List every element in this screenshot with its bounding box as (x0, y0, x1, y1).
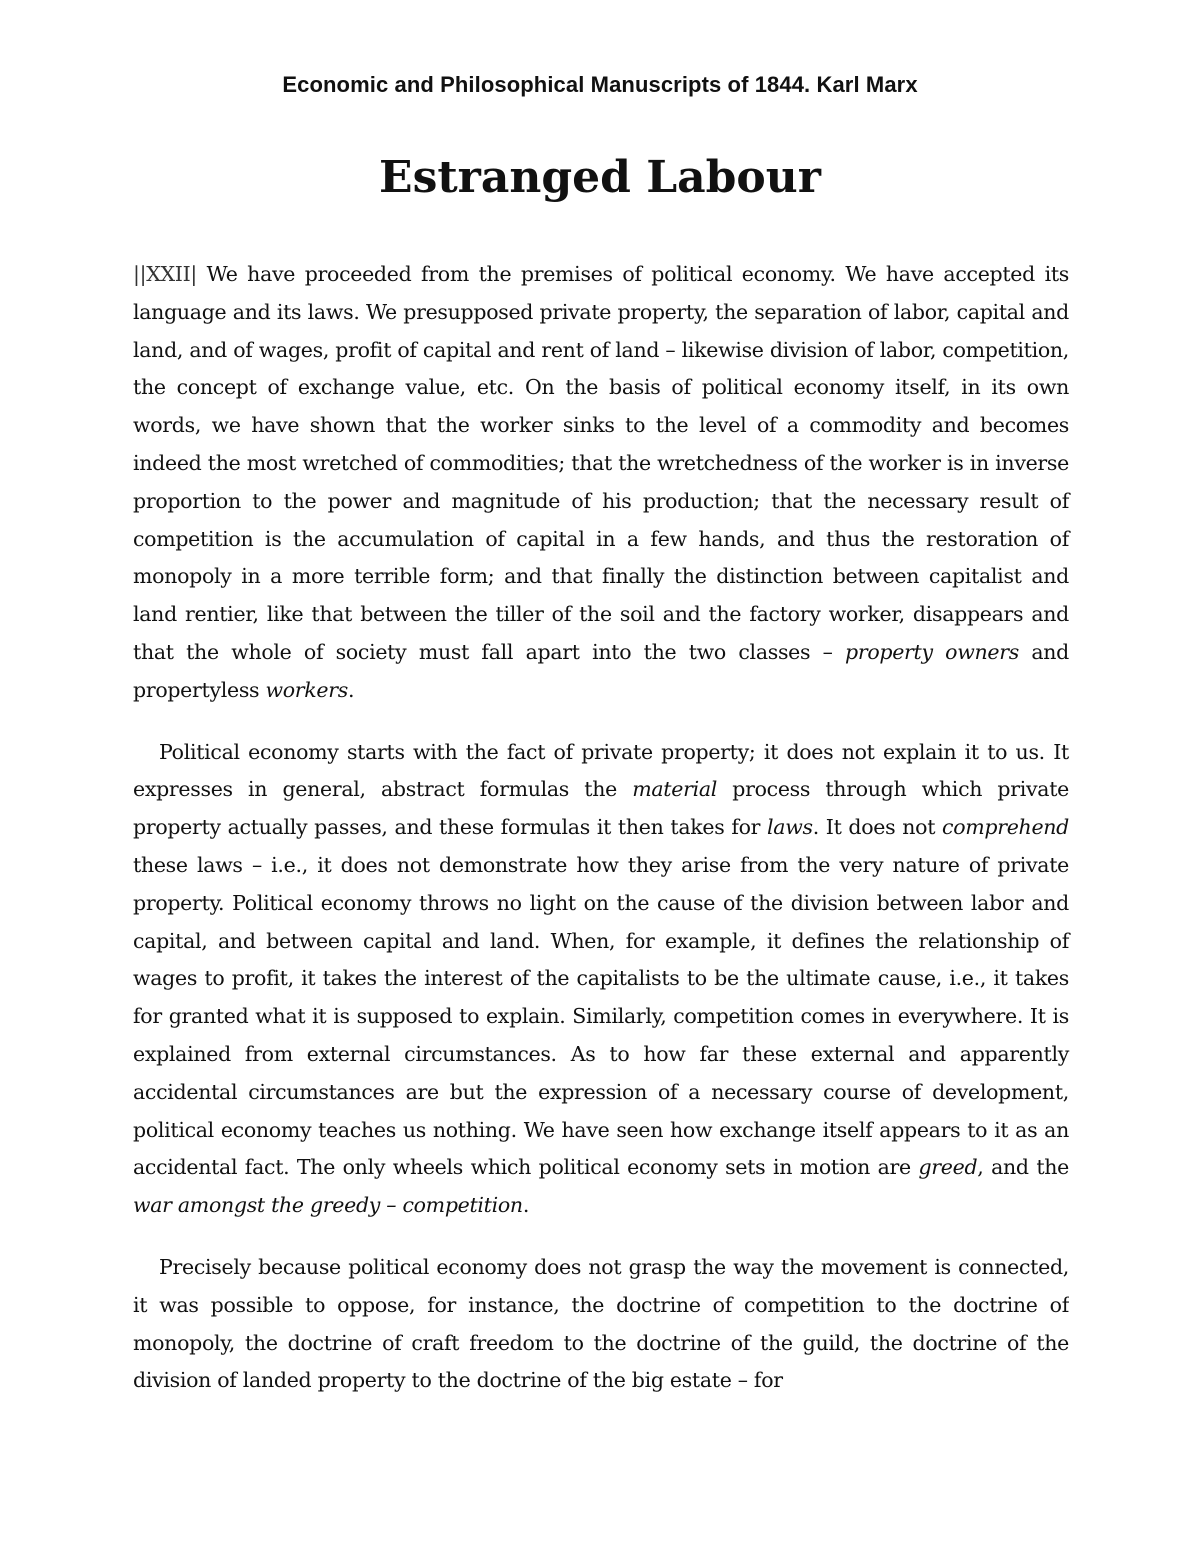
paragraph-1-text-b: and propertyless (133, 639, 1070, 702)
paragraph-1 (133, 256, 1069, 710)
emphasis-war-amongst-the-greedy: war amongst the greedy – competition (133, 1193, 523, 1218)
paragraph-2 (133, 734, 1069, 1225)
paragraph-2-text-f: . (522, 1193, 530, 1218)
paragraph-3 (133, 1249, 1069, 1401)
emphasis-material: material (632, 777, 717, 802)
emphasis-comprehend: comprehend (942, 815, 1070, 840)
page-title: Estranged Labour (379, 152, 821, 203)
emphasis-laws: laws (767, 815, 813, 840)
emphasis-greed: greed (918, 1155, 978, 1180)
body-text (133, 256, 1069, 1425)
paragraph-1-text-c: . (347, 677, 355, 702)
emphasis-property-owners: property owners (845, 639, 1019, 664)
page-marker: ||XXII| (133, 262, 198, 286)
paragraph-2-text-c: . It does not (812, 815, 943, 840)
emphasis-workers: workers (265, 677, 348, 702)
paragraph-2-text-e: , and the (977, 1155, 1069, 1180)
paragraph-2-text-d: these laws – i.e., it does not demonstrate how they arise from the very nature of private property. Political economy throws no light on the cause of the division between labor and capital, and between capital and land. When, for example, it defines the relationship of wages to profit, it takes the interest of the capitalists to be the ultimate cause, i.e., it takes for granted what it is supposed to explain. Similarly, competition comes in everywhere. It is explained from external circumstances. As to how far these external and apparently accidental circumstances are but the expression of a necessary course of development, political economy teaches us nothing. We have seen how exchange itself appears to it as an accidental fact. The only wheels which political economy sets in motion are (133, 852, 1069, 1180)
paragraph-2-text-a: Political economy starts with the fact of private property; it does not explain it to us. It expresses in general, abstract formulas the (133, 739, 1069, 802)
paragraph-1-text-a: We have proceeded from the premises of political economy. We have accepted its language and its laws. We presupposed private property, the separation of labor, capital and land, and of wages, profit of capital and rent of land – likewise division of labor, competition, the concept of exchange value, etc. On the basis of political economy itself, in its own words, we have shown that the worker sinks to the level of a commodity and becomes indeed the most wretched of commodities; that the wretchedness of the worker is in inverse proportion to the power and magnitude of his production; that the necessary result of competition is the accumulation of capital in a few hands, and thus the restoration of monopoly in a more terrible form; and that finally the distinction between capitalist and land rentier, like that between the tiller of the soil and the factory worker, disappears and that the whole of society must fall apart into the two classes – (133, 262, 1069, 664)
paragraph-2-text-b: process through which private property actually passes, and these formulas it then takes for (133, 777, 1069, 840)
paragraph-3-text-a: Precisely because political economy does not grasp the way the movement is connected, it was possible to oppose, for instance, the doctrine of competition to the doctrine of monopoly, the doctrine of craft freedom to the doctrine of the guild, the doctrine of the division of landed property to the doctrine of the big estate – for (133, 1254, 1069, 1393)
running-header: Economic and Philosophical Manuscripts of 1844. Karl Marx (282, 72, 918, 97)
